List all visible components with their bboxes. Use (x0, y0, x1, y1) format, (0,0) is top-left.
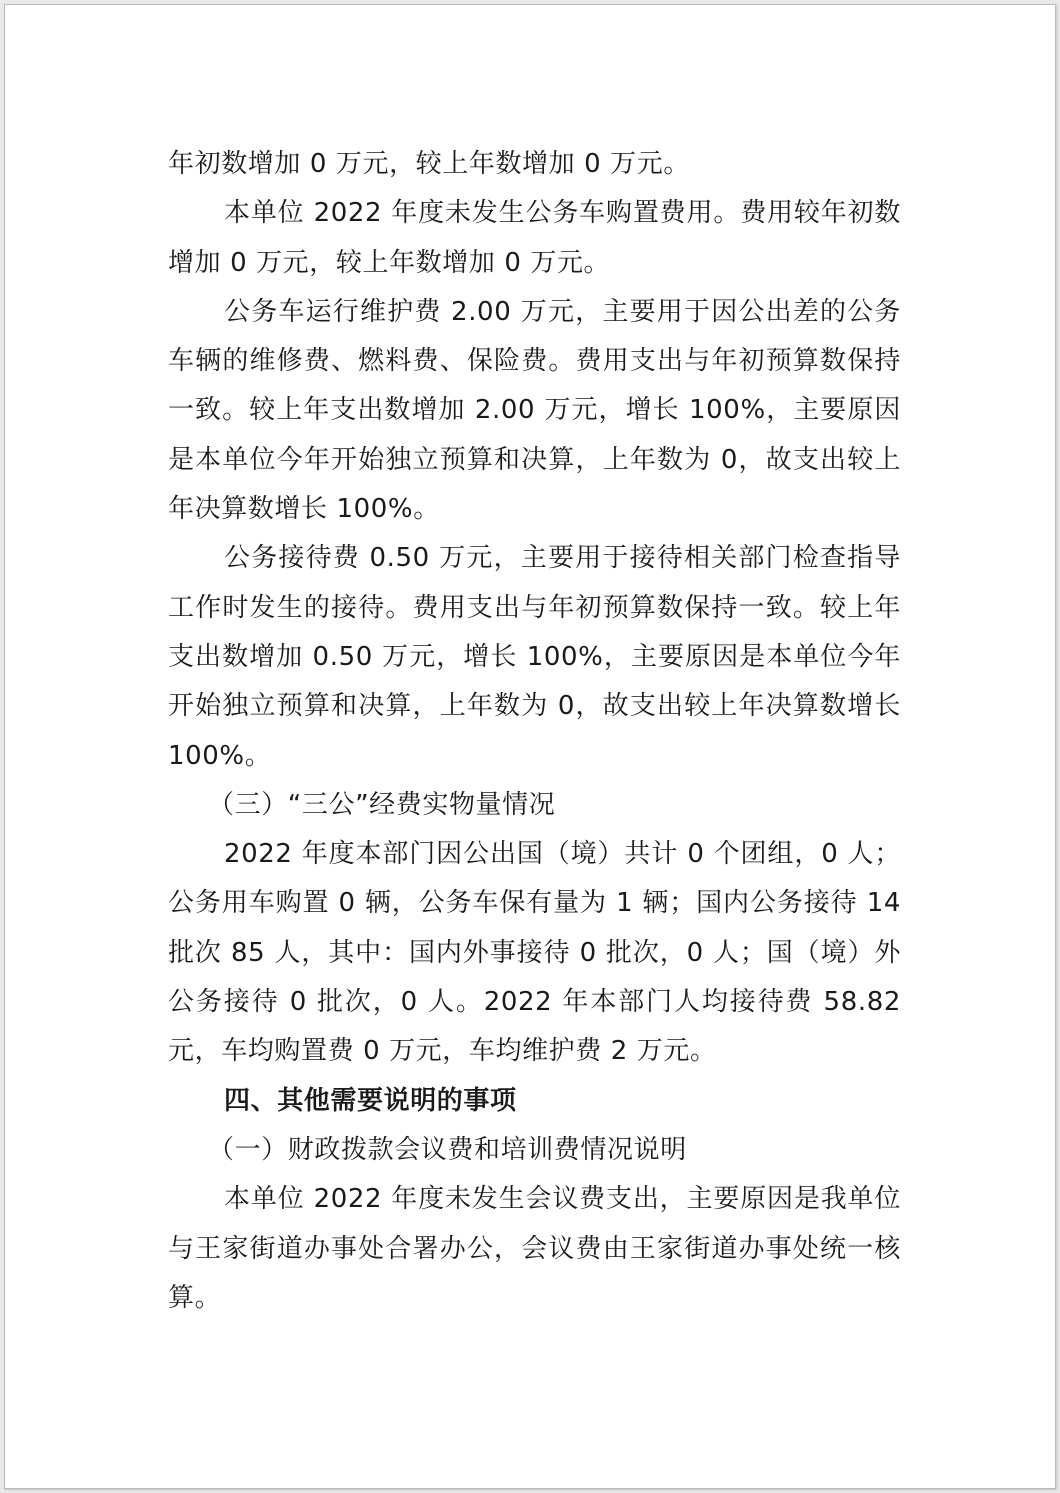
paragraph-vehicle-maintenance: 公务车运行维护费 2.00 万元，主要用于因公出差的公务车辆的维修费、燃料费、保险费。费用支出与年初预算数保持一致。较上年支出数增加 2.00 万元，增长 100%，主要原因是本单位今年开始独立预算和决算，上年数为 0，故支出较上年决算数增长 100%。 (168, 296, 901, 525)
section-heading-three-public: （三）“三公”经费实物量情况 (208, 789, 556, 820)
section-heading-other-matters: 四、其他需要说明的事项 (224, 1085, 517, 1116)
document-body (168, 140, 901, 1323)
paragraph-reception-fee: 公务接待费 0.50 万元，主要用于接待相关部门检查指导工作时发生的接待。费用支出与年初预算数保持一致。较上年支出数增加 0.50 万元，增长 100%，主要原因是本单位今年开始独立预算和决算，上年数为 0，故支出较上年决算数增长 100%。 (168, 543, 901, 771)
section-heading-meeting-training: （一）财政拨款会议费和培训费情况说明 (208, 1134, 687, 1165)
document-page (4, 4, 1056, 1489)
paragraph-physical-quantity: 2022 年度本部门因公出国（境）共计 0 个团组，0 人；公务用车购置 0 辆，公务车保有量为 1 辆；国内公务接待 14 批次 85 人，其中：国内外事接待 0 批次，0 人；国（境）外公务接待 0 批次，0 人。2022 年本部门人均接待费 58.82 元，车均购置费 0 万元，车均维护费 2 万元。 (168, 839, 901, 1067)
paragraph-meeting-fee: 本单位 2022 年度未发生会议费支出，主要原因是我单位与王家街道办事处合署办公，会议费由王家街道办事处统一核算。 (168, 1184, 901, 1313)
paragraph-vehicle-purchase: 本单位 2022 年度未发生公务车购置费用。费用较年初数增加 0 万元，较上年数增加 0 万元。 (168, 198, 901, 278)
paragraph-continuation: 年初数增加 0 万元，较上年数增加 0 万元。 (168, 149, 690, 179)
